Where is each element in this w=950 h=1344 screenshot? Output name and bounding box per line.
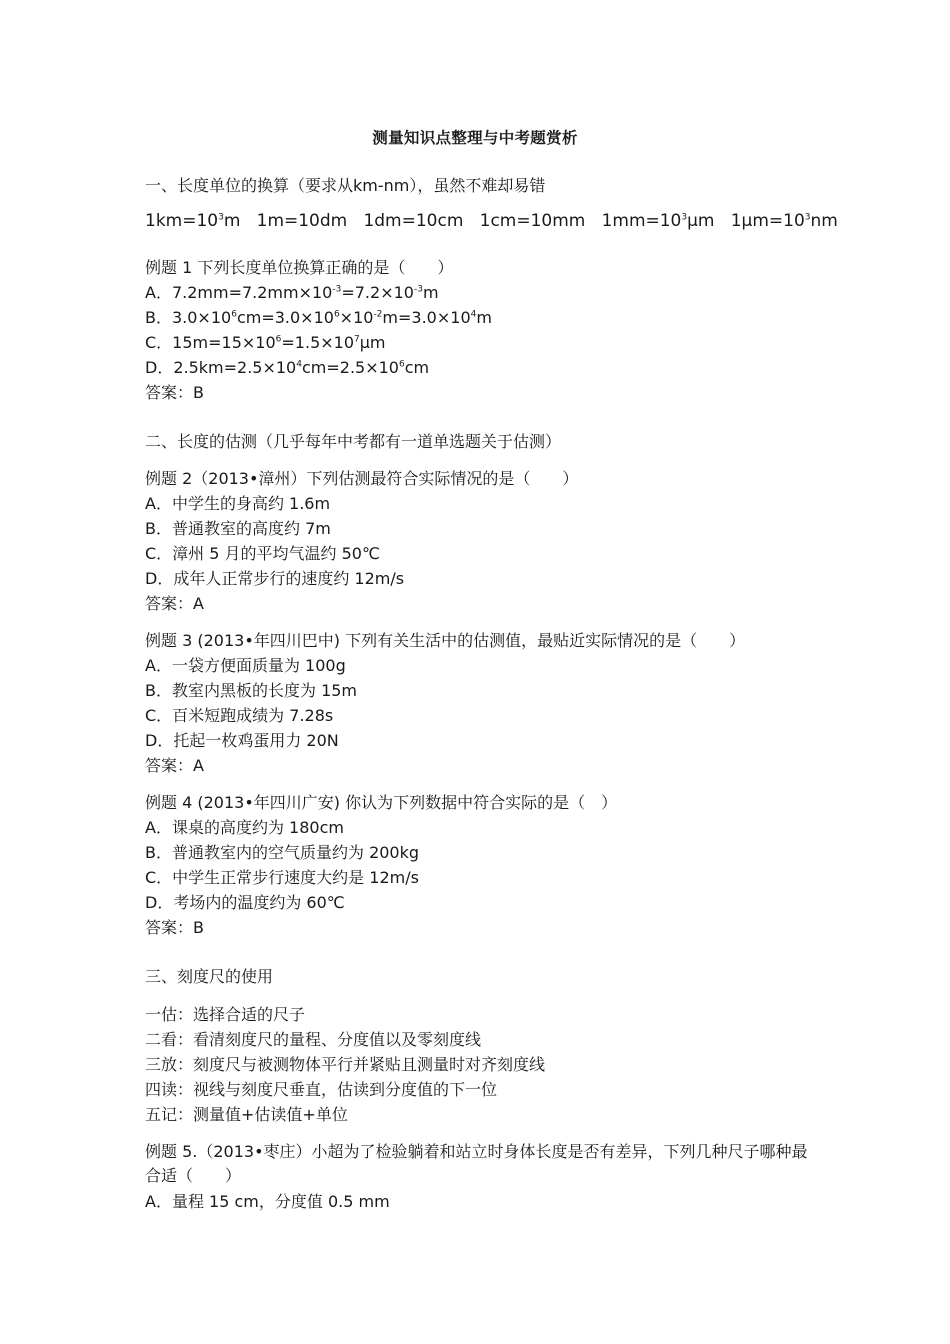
unit-conversion-line bbox=[145, 209, 838, 233]
section-3-heading: 三、刻度尺的使用 bbox=[145, 967, 274, 986]
conv-um: $1\mu m=10^3nm$ bbox=[730, 211, 838, 231]
example-4-answer: 答案：B bbox=[145, 918, 204, 937]
example-2-option-b: B．普通教室的高度约 7m bbox=[145, 519, 331, 538]
example-2-answer: 答案：A bbox=[145, 594, 204, 613]
example-1-option-b: B．$3.0\times 10^6cm=3.0\times 10^6\times 10^{-2}m=3.0\times 10^4m$ bbox=[145, 308, 492, 327]
document-title: 测量知识点整理与中考题赏析 bbox=[372, 129, 578, 147]
example-4-option-d: D．考场内的温度约为 60℃ bbox=[145, 893, 345, 912]
example-1-option-c: C．$15m=15\times 10^6=1.5\times 10^7\mu m$ bbox=[145, 333, 386, 352]
example-5-option-a: A．量程 15 cm，分度值 0.5 mm bbox=[145, 1192, 390, 1211]
example-5-question: 例题 5.（2013•枣庄）小超为了检验躺着和站立时身体长度是否有差异，下列几种尺子哪种最合适（ ） bbox=[145, 1142, 808, 1185]
example-4-option-b: B．普通教室内的空气质量约为 200kg bbox=[145, 843, 420, 862]
example-3-question: 例题 3 (2013•年四川巴中) 下列有关生活中的估测值，最贴近实际情况的是（ ） bbox=[145, 631, 746, 650]
example-4-option-a: A．课桌的高度约为 180cm bbox=[145, 818, 344, 837]
ruler-step-2: 二看：看清刻度尺的量程、分度值以及零刻度线 bbox=[145, 1030, 482, 1049]
example-1-question: 例题 1 下列长度单位换算正确的是（ ） bbox=[145, 258, 454, 277]
ruler-step-4: 四读：视线与刻度尺垂直，估读到分度值的下一位 bbox=[145, 1080, 498, 1099]
example-1-option-d: D．$2.5km=2.5\times 10^4cm=2.5\times 10^6cm$ bbox=[145, 358, 430, 377]
example-3-answer: 答案：A bbox=[145, 756, 204, 775]
example-3-option-d: D．托起一枚鸡蛋用力 20N bbox=[145, 731, 339, 750]
example-2-option-a: A．中学生的身高约 1.6m bbox=[145, 494, 331, 513]
conv-m: 1m=10dm bbox=[256, 211, 348, 231]
example-1-option-a: A．$7.2mm=7.2mm\times 10^{-3}=7.2\times 10^{-3}m$ bbox=[145, 283, 439, 302]
conv-dm: 1dm=10cm bbox=[363, 211, 464, 231]
example-1-answer: 答案：B bbox=[145, 383, 204, 402]
example-2-option-d: D．成年人正常步行的速度约 12m/s bbox=[145, 569, 405, 588]
example-2-question: 例题 2（2013•漳州）下列估测最符合实际情况的是（ ） bbox=[145, 469, 579, 488]
ruler-step-3: 三放：刻度尺与被测物体平行并紧贴且测量时对齐刻度线 bbox=[145, 1055, 546, 1074]
section-2-heading: 二、长度的估测（几乎每年中考都有一道单选题关于估测） bbox=[145, 432, 562, 451]
example-4-option-c: C．中学生正常步行速度大约是 12m/s bbox=[145, 868, 419, 887]
example-3-option-a: A．一袋方便面质量为 100g bbox=[145, 656, 346, 675]
example-3-option-c: C．百米短跑成绩为 7.28s bbox=[145, 706, 334, 725]
conv-cm: 1cm=10mm bbox=[479, 211, 586, 231]
conv-km: $1km=10^3m$ bbox=[145, 211, 241, 231]
example-4-question: 例题 4 (2013•年四川广安) 你认为下列数据中符合实际的是（ ） bbox=[145, 793, 618, 812]
ruler-step-1: 一估：选择合适的尺子 bbox=[145, 1005, 306, 1024]
conv-mm: $1mm=10^3\mu m$ bbox=[601, 211, 715, 231]
section-1-heading: 一、长度单位的换算（要求从km-nm），虽然不难却易错 bbox=[145, 176, 546, 195]
ruler-step-5: 五记：测量值+估读值+单位 bbox=[145, 1105, 348, 1124]
example-3-option-b: B．教室内黑板的长度为 15m bbox=[145, 681, 358, 700]
example-2-option-c: C．漳州 5 月的平均气温约 50℃ bbox=[145, 544, 380, 563]
